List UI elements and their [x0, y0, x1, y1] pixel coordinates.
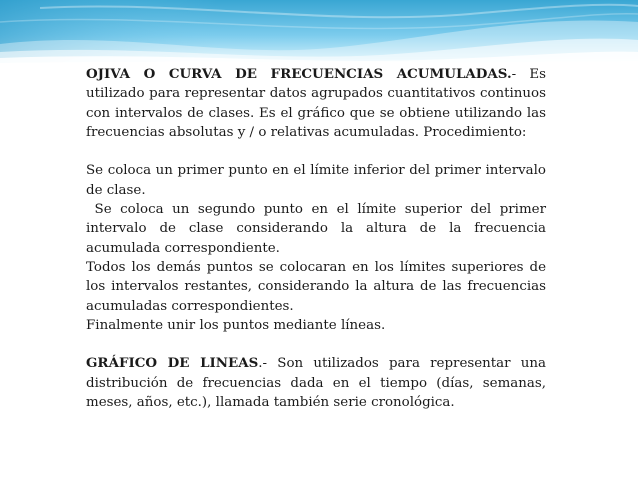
step-2: Se coloca un segundo punto en el límite superior del primer intervalo de clase considerando la altura de la frecuencia acumulada correspondiente.	[86, 202, 551, 256]
step-4: Finalmente unir los puntos mediante líneas.	[86, 317, 386, 333]
paragraph-gap	[86, 335, 546, 354]
header-wave-decoration	[0, 0, 638, 64]
lineas-intro: .- Son utilizados para representar una distribución de frecuencias dada en el tiempo (días, semanas, meses, años, etc.), llamada también serie cronológica.	[86, 356, 546, 411]
lineas-paragraph	[86, 354, 546, 412]
ojiva-intro: - Es utilizado para representar datos agrupados cuantitativos continuos con intervalos de clases. Es el gráfico que se obtiene utilizando las frecuencias absolutas y / o relativas acumuladas. Procedimiento:	[86, 67, 546, 140]
ojiva-paragraph	[86, 65, 546, 142]
step-3: Todos los demás puntos se colocaran en los límites superiores de los intervalos restantes, considerando la altura de las frecuencias acumuladas correspondientes.	[86, 259, 546, 314]
ojiva-heading: OJIVA O CURVA DE FRECUENCIAS ACUMULADAS.	[86, 66, 512, 82]
slide-body	[86, 65, 551, 412]
step-1: Se coloca un primer punto en el límite inferior del primer intervalo de clase.	[86, 163, 546, 198]
lineas-heading: GRÁFICO DE LINEAS	[86, 355, 259, 372]
paragraph-gap	[86, 142, 546, 161]
